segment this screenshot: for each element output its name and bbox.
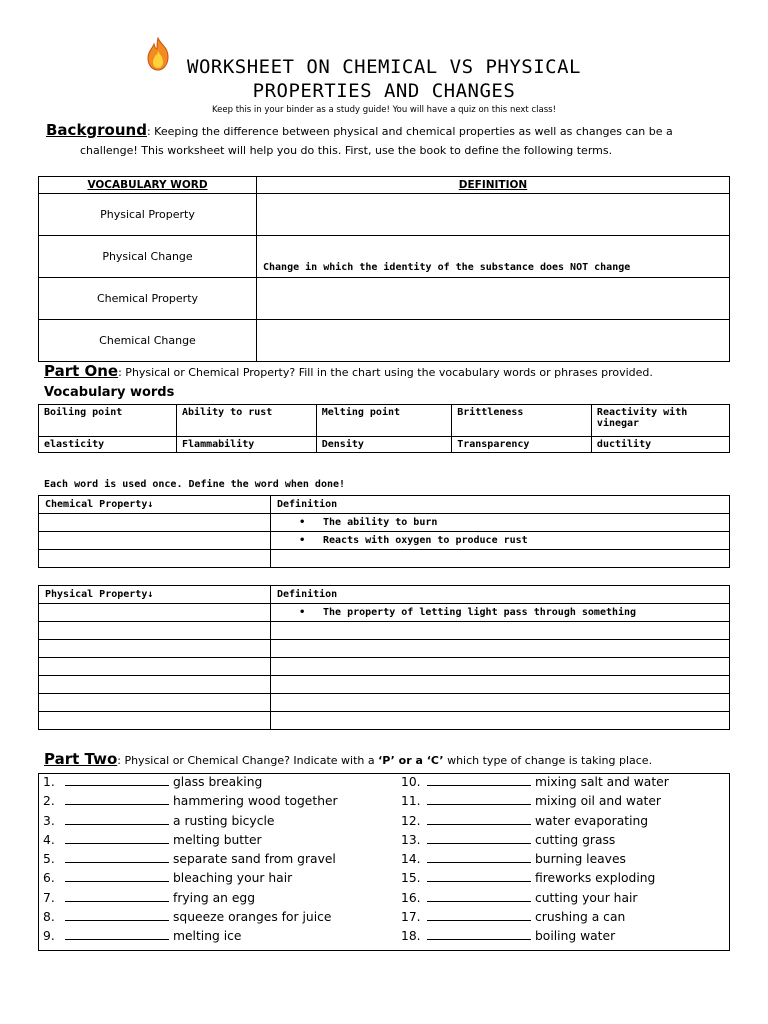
vocabulary-col-header: VOCABULARY WORD (39, 177, 257, 194)
physical-term-cell[interactable] (39, 604, 271, 622)
word-bank-cell: Flammability (177, 437, 317, 453)
answer-blank[interactable] (427, 870, 531, 882)
background-text-line2: challenge! This worksheet will help you do this. First, use the book to define the following terms. (80, 144, 613, 157)
change-item: 9. melting ice (43, 929, 242, 944)
part-two-instructions-c: which type of change is taking place. (443, 754, 653, 767)
change-item: 2. hammering wood together (43, 794, 338, 809)
answer-blank[interactable] (427, 774, 531, 786)
word-bank-cell: ductility (591, 437, 729, 453)
vocab-definition-cell[interactable] (257, 194, 730, 236)
word-bank-cell: Melting point (316, 405, 451, 437)
physical-property-header: Physical Property↓ (39, 586, 271, 604)
chemical-term-cell[interactable] (39, 514, 271, 532)
physical-term-cell[interactable] (39, 640, 271, 658)
vocab-definition-cell[interactable]: Change in which the identity of the substance does NOT change (257, 236, 730, 278)
answer-blank[interactable] (427, 909, 531, 921)
physical-term-cell[interactable] (39, 694, 271, 712)
word-use-note: Each word is used once. Define the word when done! (44, 479, 346, 490)
vocab-word-cell: Chemical Change (39, 320, 257, 362)
vocab-word-cell: Physical Change (39, 236, 257, 278)
change-list-right (401, 774, 669, 948)
vocab-word-cell: Physical Property (39, 194, 257, 236)
chemical-definition-cell: • Reacts with oxygen to produce rust (271, 532, 730, 550)
chemical-property-header: Chemical Property↓ (39, 496, 271, 514)
change-item: 10. mixing salt and water (401, 775, 669, 789)
physical-term-cell[interactable] (39, 712, 271, 730)
physical-property-table (38, 585, 730, 730)
part-one-heading: Part One (44, 362, 119, 380)
part-two-instructions-a: : Physical or Chemical Change? Indicate with a (117, 754, 379, 767)
word-bank-cell: elasticity (39, 437, 177, 453)
answer-blank[interactable] (65, 909, 169, 921)
vocabulary-words-label: Vocabulary words (44, 385, 175, 400)
word-bank-table (38, 404, 730, 453)
answer-blank[interactable] (65, 793, 169, 805)
change-item: 6. bleaching your hair (43, 871, 293, 886)
change-item: 12. water evaporating (401, 813, 649, 828)
part-two-heading: Part Two (44, 750, 118, 768)
definition-col-header: DEFINITION (257, 177, 730, 194)
answer-blank[interactable] (427, 928, 531, 940)
physical-definition-cell[interactable] (271, 712, 730, 730)
answer-blank[interactable] (427, 832, 531, 844)
answer-blank[interactable] (65, 851, 169, 863)
word-bank-cell: Boiling point (39, 405, 177, 437)
change-item: 3. a rusting bicycle (43, 813, 275, 828)
change-item: 18. boiling water (401, 929, 616, 944)
word-bank-cell: Density (316, 437, 451, 453)
part-one-heading-line (44, 362, 653, 380)
chemical-term-cell[interactable] (39, 550, 271, 568)
answer-blank[interactable] (427, 793, 531, 805)
change-item: 14. burning leaves (401, 852, 626, 867)
change-item: 11. mixing oil and water (401, 794, 661, 809)
vocabulary-table (38, 176, 730, 362)
physical-term-cell[interactable] (39, 658, 271, 676)
physical-definition-cell: • The property of letting light pass through something (271, 604, 730, 622)
word-bank-cell: Reactivity with vinegar (591, 405, 729, 437)
change-item: 7. frying an egg (43, 890, 256, 905)
physical-term-cell[interactable] (39, 622, 271, 640)
change-item: 13. cutting grass (401, 832, 616, 847)
part-two-heading-line (44, 750, 652, 768)
physical-definition-header: Definition (271, 586, 730, 604)
change-item: 5. separate sand from gravel (43, 852, 336, 867)
background-paragraph (46, 121, 673, 139)
answer-blank[interactable] (65, 832, 169, 844)
word-bank-cell: Brittleness (452, 405, 592, 437)
answer-blank[interactable] (65, 928, 169, 940)
change-item: 1. glass breaking (43, 775, 263, 789)
answer-blank[interactable] (65, 890, 169, 902)
background-text-line1: : Keeping the difference between physical and chemical properties as well as changes can be a (146, 125, 673, 138)
physical-definition-cell[interactable] (271, 658, 730, 676)
word-bank-cell: Ability to rust (177, 405, 317, 437)
answer-blank[interactable] (65, 870, 169, 882)
part-one-instructions: : Physical or Chemical Property? Fill in the chart using the vocabulary words or phrases provided. (118, 366, 653, 379)
change-item: 8. squeeze oranges for juice (43, 910, 332, 925)
chemical-definition-cell[interactable] (271, 550, 730, 568)
answer-blank[interactable] (427, 851, 531, 863)
physical-definition-cell[interactable] (271, 694, 730, 712)
change-item: 15. fireworks exploding (401, 871, 656, 886)
change-item: 4. melting butter (43, 832, 262, 847)
worksheet-title-line2: PROPERTIES AND CHANGES (252, 80, 516, 102)
worksheet-subtitle: Keep this in your binder as a study guide! You will have a quiz on this next class! (212, 105, 556, 115)
change-list-left (43, 774, 338, 948)
vocab-word-cell: Chemical Property (39, 278, 257, 320)
chemical-property-table (38, 495, 730, 568)
part-two-instructions-b: ‘P’ or a ‘C’ (378, 754, 444, 767)
answer-blank[interactable] (65, 813, 169, 825)
chemical-definition-header: Definition (271, 496, 730, 514)
chemical-term-cell[interactable] (39, 532, 271, 550)
worksheet-title-line1: WORKSHEET ON CHEMICAL VS PHYSICAL (187, 56, 581, 78)
background-heading: Background (46, 121, 147, 139)
answer-blank[interactable] (427, 890, 531, 902)
change-item: 17. crushing a can (401, 910, 626, 925)
change-list-box (38, 773, 730, 951)
change-item: 16. cutting your hair (401, 890, 638, 905)
answer-blank[interactable] (65, 774, 169, 786)
physical-definition-cell[interactable] (271, 676, 730, 694)
physical-definition-cell[interactable] (271, 640, 730, 658)
chemical-definition-cell: • The ability to burn (271, 514, 730, 532)
vocab-definition-cell[interactable] (257, 278, 730, 320)
word-bank-cell: Transparency (452, 437, 592, 453)
physical-term-cell[interactable] (39, 676, 271, 694)
physical-definition-cell[interactable] (271, 622, 730, 640)
vocab-definition-cell[interactable] (257, 320, 730, 362)
answer-blank[interactable] (427, 813, 531, 825)
